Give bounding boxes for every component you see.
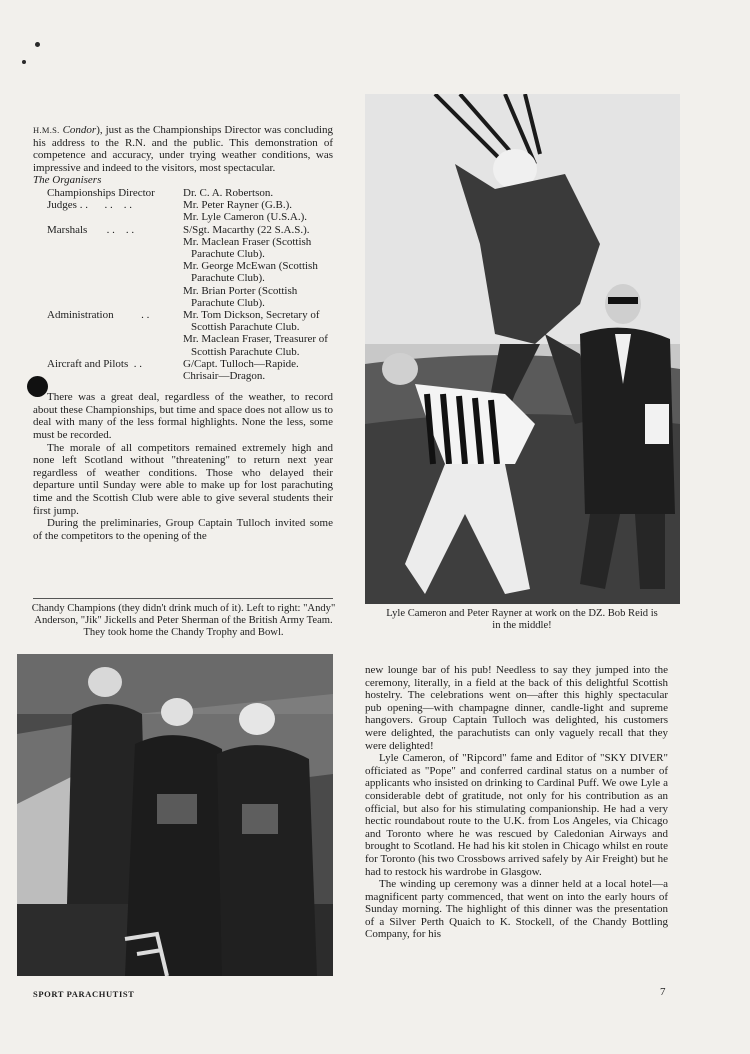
organiser-names xyxy=(183,224,333,309)
left-photo-caption: Chandy Champions (they didn't drink much of it). Left to right: "Andy" Anderson, "Jik" Jickells and Peter Sherman of the British Army Team. They took home the Chandy Trophy and Bowl. xyxy=(31,603,336,638)
organiser-names xyxy=(183,309,333,358)
publication-footer: SPORT PARACHUTIST xyxy=(33,989,135,999)
organiser-names xyxy=(183,358,333,382)
organisers-heading: The Organisers xyxy=(33,174,102,187)
intro-paragraph xyxy=(33,124,333,174)
page-speck xyxy=(22,60,26,64)
organiser-row xyxy=(33,187,333,199)
organiser-role: Judges . . . . . . xyxy=(47,199,132,212)
organiser-name: Mr. George McEwan (Scottish Parachute Club). xyxy=(183,260,318,285)
organiser-name: Mr. Peter Rayner (G.B.). xyxy=(183,199,293,212)
dz-officials-photo xyxy=(365,94,680,604)
left-column xyxy=(33,124,333,542)
organiser-name: S/Sgt. Macarthy (22 S.A.S.). xyxy=(183,223,310,236)
organiser-names xyxy=(183,199,333,223)
organiser-name: Mr. Brian Porter (Scottish Parachute Club). xyxy=(183,284,298,309)
body-paragraph-weather: There was a great deal, regardless of the weather, to record about these Championships, but time and space does not allow us to deal with many of the less formal highlights. None the less, some must be recorded. xyxy=(33,391,333,441)
organiser-name: Dr. C. A. Robertson. xyxy=(183,186,274,199)
organiser-name: Chrisair—Dragon. xyxy=(183,370,266,383)
organiser-name: Mr. Tom Dickson, Secretary of Scottish Parachute Club. xyxy=(183,309,320,334)
caption-rule xyxy=(33,598,333,599)
page-speck xyxy=(35,42,40,47)
right-column xyxy=(365,664,668,941)
intro-prefix: H.M.S. xyxy=(33,125,60,135)
organiser-name: Mr. Lyle Cameron (U.S.A.). xyxy=(183,211,308,224)
body-paragraph-morale: The morale of all competitors remained extremely high and none left Scotland without "threatening" to return next year regardless of weather conditions. Those who delayed their departure until Sunday were able to make up for lost parachuting time and the Scottish Club were able to give several students their first jump. xyxy=(33,441,333,517)
organiser-role: Championships Director xyxy=(47,186,155,199)
organisers-table xyxy=(33,187,333,382)
body-paragraph-winding-up: The winding up ceremony was a dinner held at a local hotel—a magnificent party commenced, that went on into the early hours of Sunday morning. The highlight of this dinner was the presentation of a Silver Perth Quaich to K. Stockell, of the Chandy Bottling Company, for his xyxy=(365,878,668,941)
organiser-row xyxy=(33,358,333,382)
organiser-name: G/Capt. Tulloch—Rapide. xyxy=(183,357,299,370)
right-photo-caption: Lyle Cameron and Peter Rayner at work on the DZ. Bob Reid is in the middle! xyxy=(386,608,658,631)
chandy-champions-photo xyxy=(17,654,333,976)
organiser-name: Mr. Maclean Fraser, Treasurer of Scottish Parachute Club. xyxy=(183,333,328,358)
organiser-role: Aircraft and Pilots . . xyxy=(47,357,143,370)
organiser-row xyxy=(33,224,333,309)
organiser-role: Marshals . . . . xyxy=(47,223,135,236)
body-paragraph-lyle-cameron: Lyle Cameron, of "Ripcord" fame and Editor of "SKY DIVER" officiated as "Pope" and conferred cardinal status on a number of applicants who insisted on drinking to Cardinal Puff. We owe Lyle a considerable debt of gratitude, not only for his contribution as an official, but also for his stimulating companionship. He had a very hectic roundabout route to the U.K. from Los Angeles, via Chicago and Toronto where he was rescued by Caledonian Airways and brought to Scotland. He had his kit stolen in Chicago whilst en route for Toronto (his two Crossbows arrived safely by Air Freight) but he had to restock his wardrobe in Glasgow. xyxy=(365,752,668,878)
intro-rest: ), just as the Championships Director was concluding his address to the R.N. and the public. This demonstration of competence and accuracy, under trying weather conditions, was impressive and indeed to the visitors, most spectacular. xyxy=(33,124,334,174)
organiser-row xyxy=(33,199,333,223)
organiser-names xyxy=(183,187,333,199)
organiser-name: Mr. Maclean Fraser (Scottish Parachute Club). xyxy=(183,235,312,260)
intro-ship-name: Condor xyxy=(62,124,97,136)
body-paragraph-pub-opening: new lounge bar of his pub! Needless to say they jumped into the ceremony, literally, in a field at the back of this delightful Scottish hostelry. The celebrations went on—after this highly spectacular pub opening—with champagne dinner, candle-light and supreme hangovers. Group Captain Tulloch was delighted, his customers were delighted, the parachutists can only vaguely recall that they were delighted! xyxy=(365,664,668,752)
page-number: 7 xyxy=(660,986,666,998)
body-paragraph-preliminaries: During the preliminaries, Group Captain Tulloch invited some of the competitors to the opening of the xyxy=(33,517,333,542)
organiser-row xyxy=(33,309,333,358)
organiser-role: Administration . . xyxy=(47,309,150,321)
